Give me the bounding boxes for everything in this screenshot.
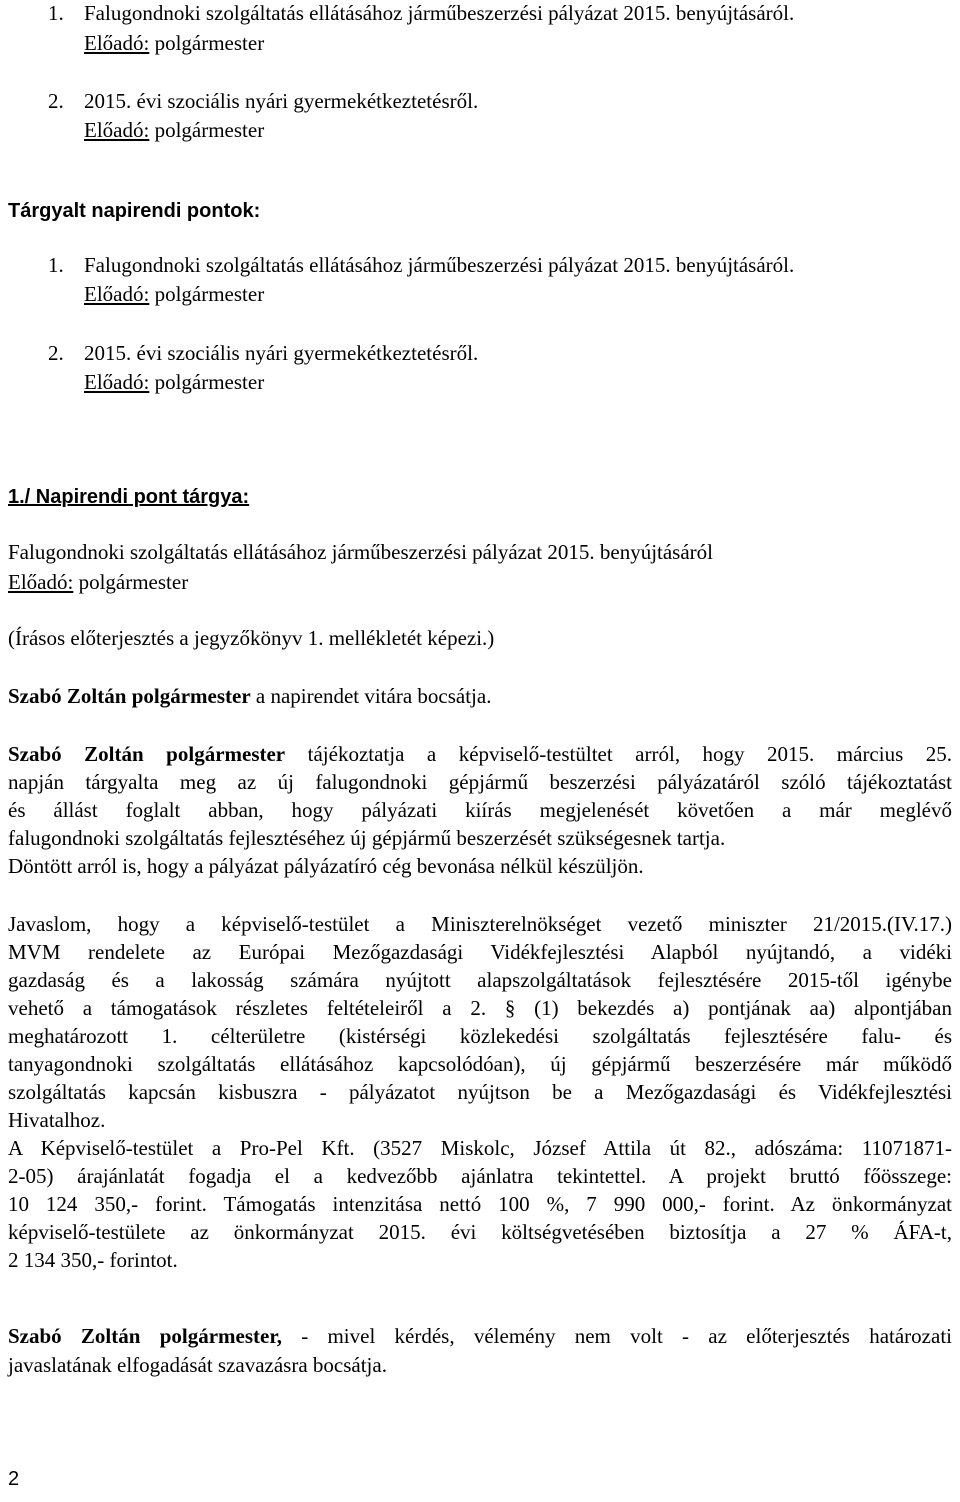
info-line-1 [8, 740, 952, 768]
vote-line-2: javaslatának elfogadását szavazásra bocsátja. [8, 1353, 387, 1377]
proposal-line-2: MVM rendelete az Európai Mezőgazdasági Vidékfejlesztési Alapból nyújtandó, a vidéki [8, 940, 952, 964]
proposal-line-3: gazdaság és a lakosság számára nyújtott alapszolgáltatások fejlesztésére 2015-től igénybe [8, 968, 952, 992]
info-line-4: falugondnoki szolgáltatás fejlesztéséhez új gépjármű beszerzését szükségesnek tartja. [8, 826, 726, 850]
presenter: polgármester [154, 282, 265, 306]
proposal-line-5: meghatározott 1. célterületre (kistérségi közlekedési szolgáltatás fejlesztésére falu- és [8, 1024, 952, 1048]
speaker-name: Szabó Zoltán polgármester, [8, 1324, 282, 1348]
agenda-title: 2015. évi szociális nyári gyermekétkeztetésről. [84, 89, 479, 113]
presenter-label: Előadó: [84, 282, 150, 306]
proposal-line-9: A Képviselő-testület a Pro-Pel Kft. (3527 Miskolc, József Attila út 82., adószáma: 11071871- [8, 1136, 952, 1160]
proposal-line-6: tanyagondnoki szolgáltatás ellátásához kapcsolódóan), új gépjármű beszerzésére már működő [8, 1052, 952, 1076]
page-number: 2 [8, 1468, 20, 1490]
discussed-heading: Tárgyalt napirendi pontok: [8, 200, 261, 222]
proposal-line-1: Javaslom, hogy a képviselő-testület a Miniszterelnökséget vezető miniszter 21/2015.(IV.17.) [8, 912, 952, 936]
item-heading: 1./ Napirendi pont tárgya: [8, 486, 250, 508]
agenda-top-item-2 [48, 88, 479, 114]
presenter: polgármester [154, 31, 265, 55]
proposal-line-11: 10 124 350,- forint. Támogatás intenzitása nettó 100 %, 7 990 000,- forint. Az önkormányzat [8, 1192, 952, 1216]
presenter-label: Előadó: [84, 118, 150, 142]
presenter: polgármester [78, 570, 189, 594]
agenda-discussed-presenter-1 [84, 281, 264, 307]
agenda-top-presenter-2 [84, 117, 264, 143]
agenda-discussed-item-1 [48, 252, 795, 278]
item-subject: Falugondnoki szolgáltatás ellátásához járműbeszerzési pályázat 2015. benyújtásáról [8, 540, 714, 564]
agenda-title: Falugondnoki szolgáltatás ellátásához járműbeszerzési pályázat 2015. benyújtásáról. [84, 1, 795, 25]
agenda-top-item-1 [48, 0, 795, 26]
presenter-label: Előadó: [84, 370, 150, 394]
speaker-name: Szabó Zoltán polgármester [8, 742, 286, 766]
proposal-line-10: 2-05) árajánlatát fogadja el a kedvezőbb ajánlatra tekintettel. A projekt bruttó főösszege: [8, 1164, 952, 1188]
proposal-line-4: vehető a támogatások részletes feltételeiről a 2. § (1) bekezdés a) pontjának aa) alpontjában [8, 996, 952, 1020]
item-note: (Írásos előterjesztés a jegyzőkönyv 1. mellékletét képezi.) [8, 626, 495, 650]
agenda-discussed-presenter-2 [84, 369, 264, 395]
vote-line-1 [8, 1322, 952, 1350]
speaker-name: Szabó Zoltán polgármester [8, 684, 251, 708]
presenter: polgármester [154, 370, 265, 394]
presenter-label: Előadó: [8, 570, 74, 594]
proposal-line-12: képviselő-testülete az önkormányzat 2015. évi költségvetésében biztosítja a 27 % ÁFA-t, [8, 1220, 952, 1244]
info-line-3: és állást foglalt abban, hogy pályázati kiírás megjelenését követően a már meglévő [8, 798, 952, 822]
agenda-number: 2. [48, 341, 64, 365]
debate-text: a napirendet vitára bocsátja. [255, 684, 492, 708]
presenter-label: Előadó: [84, 31, 150, 55]
agenda-discussed-item-2 [48, 340, 479, 366]
agenda-top-presenter-1 [84, 30, 264, 56]
proposal-line-7: szolgáltatás kapcsán kisbuszra - pályázatot nyújtson be a Mezőgazdasági és Vidékfejlesztési [8, 1080, 952, 1104]
vote-text: - mivel kérdés, vélemény nem volt - az előterjesztés határozati [301, 1324, 952, 1348]
agenda-number: 2. [48, 89, 64, 113]
presenter: polgármester [154, 118, 265, 142]
proposal-line-8: Hivatalhoz. [8, 1108, 106, 1132]
agenda-title: 2015. évi szociális nyári gyermekétkeztetésről. [84, 341, 479, 365]
info-line-5: Döntött arról is, hogy a pályázat pályázatíró cég bevonása nélkül készüljön. [8, 854, 644, 878]
agenda-title: Falugondnoki szolgáltatás ellátásához járműbeszerzési pályázat 2015. benyújtásáról. [84, 253, 795, 277]
agenda-number: 1. [48, 1, 64, 25]
proposal-line-13: 2 134 350,- forintot. [8, 1248, 178, 1272]
debate-sentence [8, 683, 491, 709]
item-presenter [8, 569, 188, 595]
info-line-2: napján tárgyalta meg az új falugondnoki gépjármű beszerzési pályázatáról szóló tájékoztatást [8, 770, 952, 794]
info-text: tájékoztatja a képviselő-testültet arról, hogy 2015. március 25. [307, 742, 953, 766]
agenda-number: 1. [48, 253, 64, 277]
